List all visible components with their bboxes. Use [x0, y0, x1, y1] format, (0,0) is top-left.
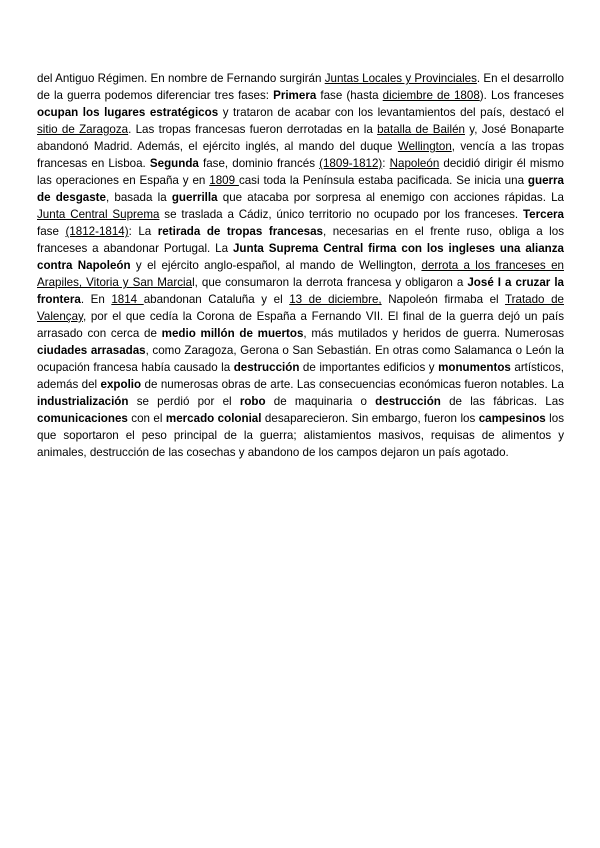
text-run: y el ejército anglo-español, al mando de Wellington, [130, 259, 422, 272]
text-run: fase, dominio francés [198, 157, 320, 170]
text-run: decidió dirigir él mismo las operaciones en España y en [37, 157, 564, 187]
underlined-text: batalla de Bailén [377, 123, 465, 136]
bold-text: robo [239, 395, 266, 408]
underlined-text: sitio de Zaragoza [37, 123, 129, 136]
text-run: se traslada a Cádiz, único territorio no ocupado por los franceses. [159, 208, 523, 221]
text-run: abandonan Cataluña y el [143, 293, 290, 306]
underlined-text: derrota a los franceses en Arapiles, Vitoria y San Marcia [37, 259, 564, 289]
bold-text: guerrilla [171, 191, 218, 204]
text-run: , más mutilados y heridos de guerra. Numerosas [303, 327, 564, 340]
text-run: , basada la [105, 191, 172, 204]
underlined-text: Wellington [397, 140, 452, 153]
bold-text: medio millón de muertos [161, 327, 304, 340]
bold-text: comunicaciones [37, 412, 128, 425]
bold-text: destrucción [375, 395, 441, 408]
bold-text: Junta Suprema Central firma con los ingleses una alianza contra Napoleón [37, 242, 565, 272]
text-run: fase [37, 225, 66, 238]
document-text [37, 70, 564, 461]
underlined-text: Tratado de Valençay [37, 293, 564, 323]
bold-text: ocupan los lugares estratégicos [37, 106, 219, 119]
text-run: Napoleón firmaba el [381, 293, 505, 306]
bold-text: José I a cruzar la frontera [37, 276, 565, 306]
text-run: de numerosas obras de arte. Las consecuencias económicas fueron notables. La [141, 378, 564, 391]
text-run: . En [80, 293, 112, 306]
text-run: y, José Bonaparte abandonó Madrid. Además, el ejército inglés, al mando del duque [37, 123, 565, 153]
bold-text: Primera [273, 89, 317, 102]
text-run: casi toda la Península estaba pacificada. Se inicia una [238, 174, 528, 187]
bold-text: mercado colonial [165, 412, 262, 425]
bold-text: Tercera [522, 208, 564, 221]
bold-text: Segunda [149, 157, 199, 170]
text-run: , vencía a las tropas francesas en Lisboa. [37, 140, 564, 170]
bold-text: industrialización [37, 395, 129, 408]
text-run: y trataron de acabar con los levantamientos del país, destacó el [218, 106, 565, 119]
text-run: ). Los franceses [479, 89, 564, 102]
bold-text: ciudades arrasadas [37, 344, 146, 357]
text-run: artísticos, además del [37, 361, 564, 391]
bold-text: campesinos [478, 412, 546, 425]
text-run: del Antiguo Régimen. En nombre de Fernando surgirán [37, 72, 325, 85]
text-run: de importantes edificios y [299, 361, 439, 374]
text-run: : [382, 157, 390, 170]
text-run: . En el desarrollo de la guerra podemos diferenciar tres fases: [37, 72, 564, 102]
text-run: desaparecieron. Sin embargo, fueron los [261, 412, 479, 425]
text-run: de maquinaria o [265, 395, 376, 408]
underlined-text: Junta Central Suprema [37, 208, 160, 221]
text-run: que atacaba por sorpresa al enemigo con acciones rápidas. La [217, 191, 564, 204]
bold-text: destrucción [233, 361, 300, 374]
underlined-text: 13 de diciembre, [289, 293, 382, 306]
text-run: l, que consumaron la derrota francesa y obligaron a [192, 276, 468, 289]
text-run: de las fábricas. Las [440, 395, 564, 408]
text-run: los que soportaron el peso principal de la guerra; alistamientos masivos, requisas de alimentos y animales, destrucción de las cosechas y abandono de los campos dejaron un país agotado. [37, 412, 564, 459]
bold-text: monumentos [438, 361, 511, 374]
bold-text: expolio [100, 378, 142, 391]
underlined-text: 1809 [209, 174, 239, 187]
underlined-text: diciembre de 1808 [382, 89, 480, 102]
text-run: : La [128, 225, 158, 238]
underlined-text: Napoleón [389, 157, 440, 170]
underlined-text: 1814 [111, 293, 144, 306]
text-run: con el [127, 412, 166, 425]
underlined-text: (1809-1812) [319, 157, 383, 170]
text-run: se perdió por el [128, 395, 240, 408]
underlined-text: Juntas Locales y Provinciales [324, 72, 477, 85]
text-run: fase (hasta [316, 89, 383, 102]
underlined-text: (1812-1814) [65, 225, 129, 238]
text-run: , por el que cedía la Corona de España a Fernando VII. El final de la guerra dejó un país arrasado con cerca de [37, 310, 564, 340]
text-run: . Las tropas francesas fueron derrotadas en la [128, 123, 378, 136]
text-run: , necesarias en el frente ruso, obliga a los franceses a abandonar Portugal. La [37, 225, 564, 255]
bold-text: guerra de desgaste [37, 174, 564, 204]
bold-text: retirada de tropas francesas [157, 225, 323, 238]
text-run: , como Zaragoza, Gerona o San Sebastián. En otras como Salamanca o León la ocupación francesa había causado la [37, 344, 564, 374]
